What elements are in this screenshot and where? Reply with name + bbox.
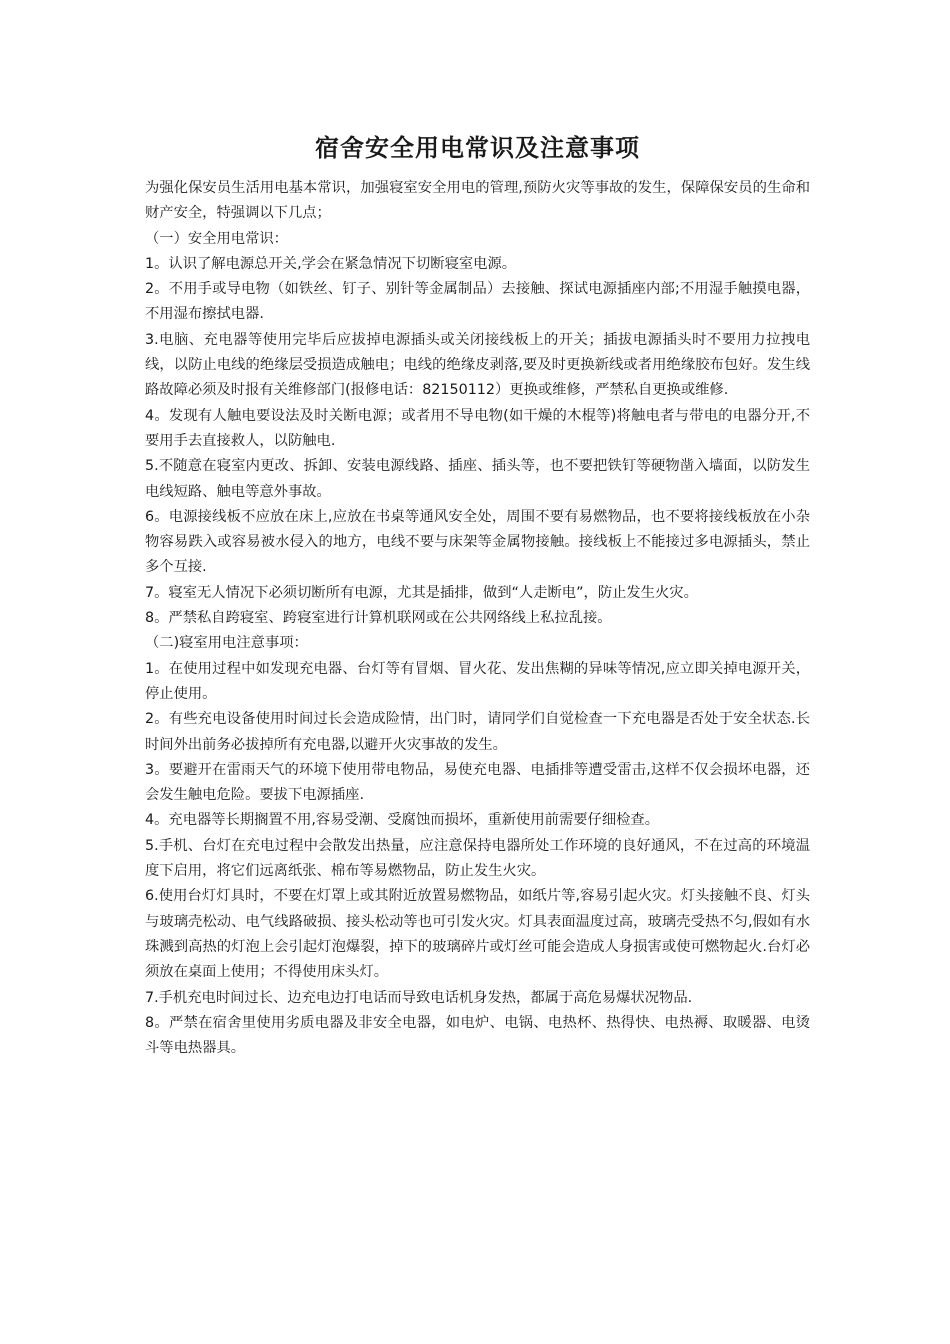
section-heading-2: （二)寝室用电注意事项： — [145, 635, 308, 652]
list-item: 5.手机、台灯在充电过程中会散发出热量，应注意保持电器所处工作环境的良好通风，不在过高的环境温度下启用，将它们远离纸张、棉布等易燃物品，防止发生火灾。 — [145, 837, 810, 880]
list-item: 2。不用手或导电物（如铁丝、钉子、别针等金属制品）去接触、探试电源插座内部;不用湿手触摸电器，不用湿布擦拭电器. — [145, 281, 810, 323]
list-item: 8。严禁在宿舍里使用劣质电器及非安全电器，如电炉、电锅、电热杯、热得快、电热褥、取暖器、电烫斗等电热器具。 — [145, 1014, 810, 1057]
list-item: 7。寝室无人情况下必须切断所有电源，尤其是插排，做到“人走断电”，防止发生火灾。 — [145, 584, 698, 601]
paragraph-intro: 为强化保安员生活用电基本常识，加强寝室安全用电的管理,预防火灾等事故的发生，保障保安员的生命和财产安全，特强调以下几点； — [145, 180, 810, 222]
list-item: 5.不随意在寝室内更改、拆卸、安装电源线路、插座、插头等，也不要把铁钉等硬物凿入墙面，以防发生电线短路、触电等意外事故。 — [145, 458, 810, 500]
list-item: 4。充电器等长期搁置不用,容易受潮、受腐蚀而损坏，重新使用前需要仔细检查。 — [145, 812, 660, 829]
list-item: 4。发现有人触电要设法及时关断电源；或者用不导电物(如干燥的木棍等)将触电者与带电的电器分开,不要用手去直接救人，以防触电. — [145, 407, 810, 449]
list-item: 3。要避开在雷雨天气的环境下使用带电物品，易使充电器、电插排等遭受雷击,这样不仅会损坏电器，还会发生触电危险。要拔下电源插座. — [145, 761, 810, 804]
section-heading-1: （一）安全用电常识： — [145, 230, 288, 247]
list-item: 3.电脑、充电器等使用完毕后应拔掉电源插头或关闭接线板上的开关；插拔电源插头时不要用力拉拽电线，以防止电线的绝缘层受损造成触电；电线的绝缘皮剥落,要及时更换新线或者用绝缘胶布包好。发生线路故障必须及时报有关维修部门(报修电话：82150112）更换或维修，严禁私自更换或维修. — [145, 331, 810, 399]
list-item: 6。电源接线板不应放在床上,应放在书桌等通风安全处，周围不要有易燃物品，也不要将接线板放在小杂物容易跌入或容易被水侵入的地方，电线不要与床架等金属物接触。接线板上不能接过多电源插头，禁止多个互接. — [145, 508, 810, 576]
list-item: 6.使用台灯灯具时，不要在灯罩上或其附近放置易燃物品，如纸片等,容易引起火灾。灯头接触不良、灯头与玻璃壳松动、电气线路破损、接头松动等也可引发火灾。灯具表面温度过高，玻璃壳受热不匀,假如有水珠溅到高热的灯泡上会引起灯泡爆裂，掉下的玻璃碎片或灯丝可能会造成人身损害或使可燃物起火.台灯必须放在桌面上使用；不得使用床头灯。 — [145, 888, 810, 981]
list-item: 1。在使用过程中如发现充电器、台灯等有冒烟、冒火花、发出焦糊的异味等情况,应立即关掉电源开关，停止使用。 — [145, 660, 810, 702]
document-title: 宿舍安全用电常识及注意事项 — [315, 134, 640, 162]
list-item: 7.手机充电时间过长、边充电边打电话而导致电话机身发热，都属于高危易爆状况物品. — [145, 989, 693, 1006]
list-item: 8。严禁私自跨寝室、跨寝室进行计算机联网或在公共网络线上私拉乱接。 — [145, 610, 612, 627]
document-page — [145, 128, 810, 1061]
list-item: 1。认识了解电源总开关,学会在紧急情况下切断寝室电源。 — [145, 255, 517, 272]
list-item: 2。有些充电设备使用时间过长会造成险情，出门时，请同学们自觉检查一下充电器是否处于安全状态.长时间外出前务必拔掉所有充电器,以避开火灾事故的发生。 — [145, 711, 810, 753]
